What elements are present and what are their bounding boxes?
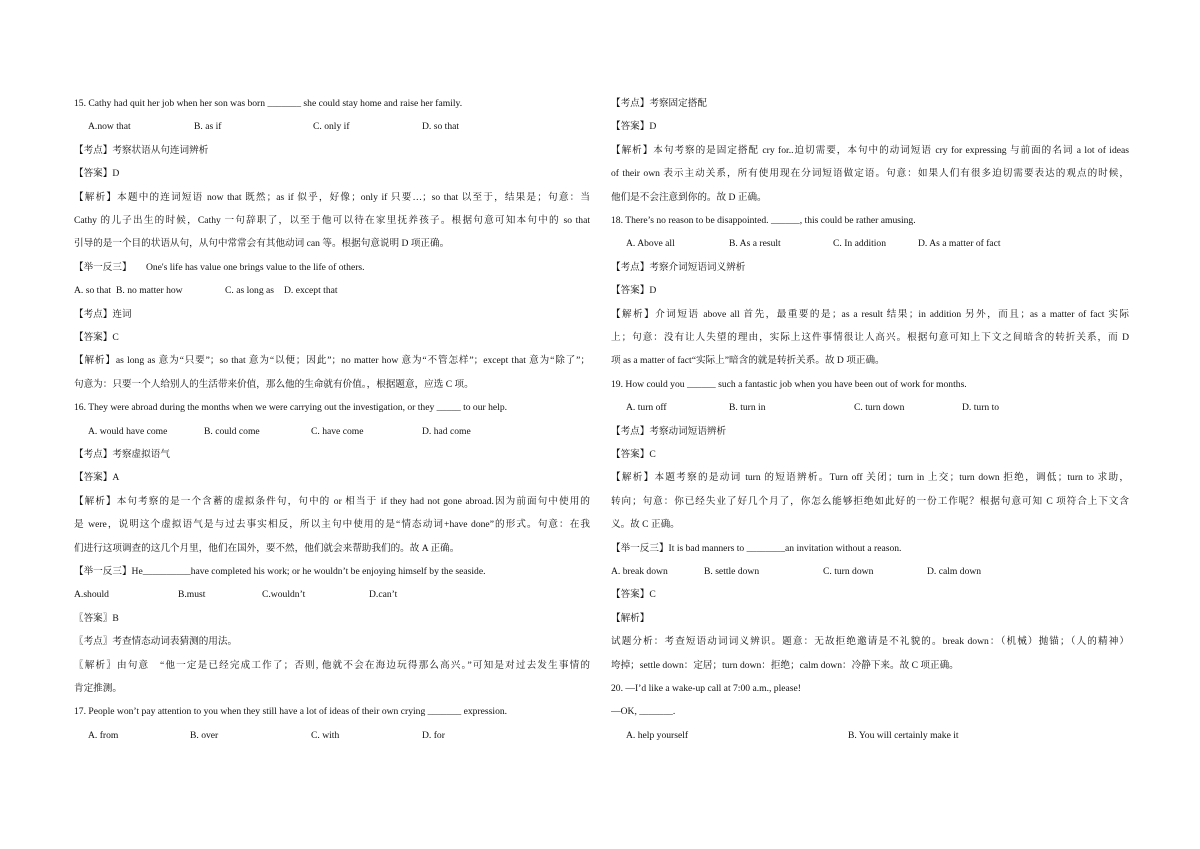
q19-analysis-line-2: 转向；句意：你已经失业了好几个月了，你怎么能够拒绝如此好的一份工作呢？根据句意可知 C 项符合上下文含: [611, 495, 1129, 507]
q16-extra-option-d: D.can’t: [369, 589, 398, 601]
q18-option-c: C. In addition: [833, 238, 887, 250]
q19-extra-analysis-line-2: 垮掉；settle down：定居；turn down：拒绝；calm down：冷静下来。故 C 项正确。: [611, 659, 959, 671]
q16-analysis-line-2: 是 were，说明这个虚拟语气是与过去事实相反，所以主句中使用的是“情态动词+have done”的形式。句意：在我: [74, 519, 590, 531]
q15-analysis-line-3: 引导的是一个目的状语从句，从句中常常会有其他动词 can 等。根据句意说明 D 项正确。: [74, 238, 450, 250]
q17-options: [74, 724, 590, 747]
q16-extra-option-c: C.wouldn’t: [262, 589, 306, 601]
q19-option-c: C. turn down: [854, 402, 905, 414]
q19-extra-option-a: A. break down: [611, 566, 668, 577]
q18-analysis-line-2: 上；句意：没有让人失望的理由，实际上这件事情很让人高兴。根据句意可知上下文之间暗含的转折关系，而 D: [611, 332, 1129, 343]
q16-extra-option-a: A.should: [74, 589, 109, 601]
q19-option-d: D. turn to: [962, 402, 1000, 414]
q15-extra-stem: 【举一反三】 One's life has value one brings value to the life of others.: [74, 261, 365, 273]
q17-option-d: D. for: [422, 729, 445, 741]
q19-extra-options: [611, 560, 1129, 583]
q16-option-d: D. had come: [422, 425, 471, 437]
q19-stem: 19. How could you ______ such a fantastic job when you have been out of work for months.: [611, 378, 967, 390]
q16-extra-answer: 〖答案〗B: [74, 612, 119, 624]
q16-extra-analysis-line-1: 〖解析〗由句意 “他一定是已经完成工作了；否则, 他就不会在海边玩得那么高兴。”可知是对过去发生事情的: [74, 659, 590, 671]
q17-analysis-line-3: 他们是不会注意到你的。故 D 正确。: [611, 191, 767, 203]
q15-options: [74, 115, 590, 138]
q19-analysis-line-1: 【解析】本题考察的是动词 turn 的短语辨析。Turn off 关闭；turn in 上交；turn down 拒绝，调低；turn to 求助，: [611, 472, 1129, 484]
q15-stem: 15. Cathy had quit her job when her son was born _______ she could stay home and raise her family.: [74, 98, 463, 109]
q16-option-c: C. have come: [311, 425, 364, 437]
q16-extra-point: 〖考点〗考查情态动词表猜测的用法。: [74, 636, 238, 648]
q16-analysis-line-1: 【解析】本句考察的是一个含蓄的虚拟条件句，句中的 or 相当于 if they had not gone abroad.因为前面句中使用的: [74, 495, 590, 507]
q18-answer: 【答案】D: [611, 285, 657, 297]
q19-answer: 【答案】C: [611, 449, 656, 460]
q16-option-a: A. would have come: [88, 425, 168, 437]
q18-option-a: A. Above all: [626, 238, 675, 250]
q15-extra-option-d: D. except that: [284, 285, 338, 297]
q17-analysis-line-1: 【解析】本句考察的是固定搭配 cry for..迫切需要，本句中的动词短语 cry for expressing 与前面的名词 a lot of ideas: [611, 144, 1129, 156]
q19-option-b: B. turn in: [729, 402, 766, 414]
q20-stem: 20. —I’d like a wake-up call at 7:00 a.m., please!: [611, 683, 801, 694]
q19-option-a: A. turn off: [626, 402, 667, 414]
q15-option-a: A.now that: [88, 121, 131, 133]
q17-analysis-line-2: of their own 表示主动关系，所有使用现在分词短语做定语。句意：如果人们有很多迫切需要表达的观点的时候，: [611, 168, 1129, 180]
q15-option-d: D. so that: [422, 121, 460, 133]
q19-extra-option-c: C. turn down: [823, 566, 874, 577]
q16-extra-analysis-line-2: 肯定推测。: [74, 683, 122, 694]
q16-answer: 【答案】A: [74, 472, 120, 484]
q15-extra-option-b: B. no matter how: [116, 285, 183, 297]
q17-option-a: A. from: [88, 729, 119, 741]
q19-extra-option-b: B. settle down: [704, 566, 760, 577]
q18-point: 【考点】考察介词短语词义辨析: [611, 261, 746, 273]
q16-stem: 16. They were abroad during the months when we were carrying out the investigation, or they _____ to our help.: [74, 402, 508, 414]
q18-analysis-line-3: 项 as a matter of fact“实际上”暗含的就是转折关系。故 D 项正确。: [611, 355, 885, 367]
q16-analysis-line-3: 们进行这项调查的这几个月里，他们在国外，要不然，他们就会来帮助我们的。故 A 正确。: [74, 542, 460, 554]
q15-extra-analysis-line-2: 句意为：只要一个人给别人的生活带来价值，那么他的生命就有价值。，根据题意，应选 C 项。: [74, 378, 474, 390]
q15-option-b: B. as if: [194, 121, 222, 133]
q20-option-b: B. You will certainly make it: [848, 729, 959, 741]
q15-extra-answer: 【答案】C: [74, 332, 119, 343]
q15-extra-point: 【考点】连词: [74, 308, 132, 320]
q15-analysis-line-2: Cathy 的儿子出生的时候，Cathy 一句辞职了，以至于他可以待在家里抚养孩子。根据句意可知本句中的 so that: [74, 215, 590, 226]
q19-analysis-line-3: 义。故 C 正确。: [611, 519, 680, 531]
q16-extra-stem: 【举一反三】He__________have completed his work; or he wouldn’t be enjoying himself by the seaside.: [74, 566, 486, 577]
q19-extra-analysis-title: 【解析】: [611, 612, 650, 624]
q16-extra-options: [74, 583, 590, 606]
q19-extra-analysis-line-1: 试题分析：考查短语动词词义辨识。题意：无故拒绝邀请是不礼貌的。break down：（机械）抛锚；（人的精神）: [611, 636, 1129, 648]
q17-option-c: C. with: [311, 729, 340, 741]
q15-extra-analysis-line-1: 【解析】as long as 意为“只要”；so that 意为“以便；因此”；no matter how 意为“不管怎样”；except that 意为“除了”；: [74, 355, 590, 367]
right-column: [611, 92, 1129, 747]
q17-answer: 【答案】D: [611, 121, 657, 133]
q17-option-b: B. over: [190, 729, 219, 741]
q16-point: 【考点】考察虚拟语气: [74, 449, 170, 460]
q16-options: [74, 420, 590, 443]
q17-point: 【考点】考察固定搭配: [611, 98, 707, 109]
left-column: [74, 92, 590, 747]
q17-stem: 17. People won’t pay attention to you when they still have a lot of ideas of their own crying _______ expression.: [74, 706, 508, 718]
q15-point: 【考点】考察状语从句连词辨析: [74, 144, 209, 156]
q19-extra-answer: 【答案】C: [611, 589, 656, 601]
q16-extra-option-b: B.must: [178, 589, 206, 601]
q15-option-c: C. only if: [313, 121, 350, 133]
q18-options: [611, 232, 1129, 255]
q18-analysis-line-1: 【解析】介词短语 above all 首先，最重要的是；as a result 结果；in addition 另外，而且；as a matter of fact 实际: [611, 308, 1129, 320]
q15-extra-option-a: A. so that: [74, 285, 112, 297]
q15-extra-option-c: C. as long as: [225, 285, 275, 297]
q16-option-b: B. could come: [204, 425, 260, 437]
q20-option-a: A. help yourself: [626, 729, 689, 741]
q20-options: [611, 724, 1129, 747]
q19-extra-stem: 【举一反三】It is bad manners to ________an invitation without a reason.: [611, 542, 902, 554]
q18-stem: 18. There’s no reason to be disappointed. ______, this could be rather amusing.: [611, 215, 916, 226]
q15-extra-options: [74, 279, 590, 302]
q18-option-d: D. As a matter of fact: [918, 238, 1001, 250]
q15-analysis-line-1: 【解析】本题中的连词短语 now that 既然；as if 似乎，好像；only if 只要…；so that 以至于，结果是；句意：当: [74, 191, 590, 203]
q19-extra-option-d: D. calm down: [927, 566, 982, 577]
q15-answer: 【答案】D: [74, 168, 120, 180]
q19-point: 【考点】考察动词短语辨析: [611, 425, 727, 437]
q20-reply: —OK, _______.: [611, 706, 676, 718]
q19-options: [611, 396, 1129, 419]
q18-option-b: B. As a result: [729, 238, 781, 250]
